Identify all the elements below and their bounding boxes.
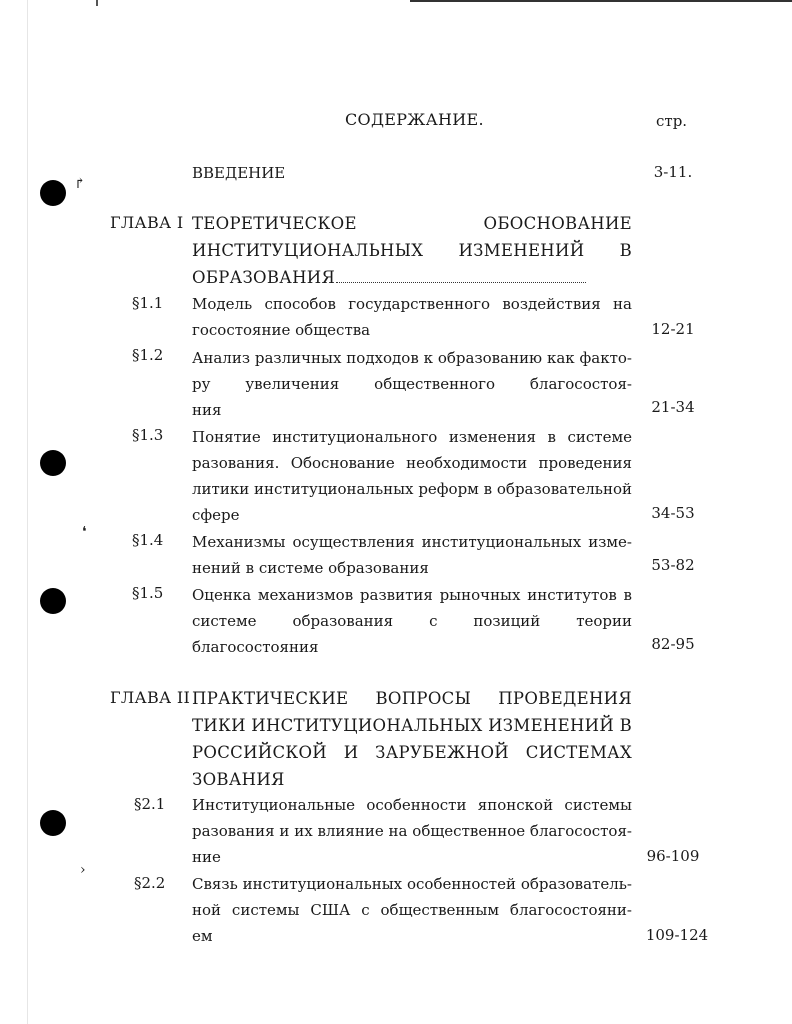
section-number: §2.2 — [134, 874, 166, 892]
section-number: §1.3 — [132, 426, 164, 444]
toc-entry[interactable]: Механизмы осуществления институциональных изме- нений в системе образования — [192, 533, 632, 577]
page-title: СОДЕРЖАНИЕ. — [345, 110, 484, 129]
punch-hole — [40, 810, 66, 836]
entry-pages: 3-11. — [653, 163, 693, 181]
chapter-title[interactable]: ТЕОРЕТИЧЕСКОЕ ОБОСНОВАНИЕ ИНСТИТУЦИОНАЛЬНЫХ ИЗМЕНЕНИЙ В ОБРАЗОВАНИЯ — [192, 214, 632, 287]
punch-hole — [40, 450, 66, 476]
page-edge — [27, 0, 28, 1024]
section-number: §1.5 — [132, 584, 164, 602]
scan-speck: › — [80, 862, 86, 878]
section-number: §2.1 — [134, 795, 166, 813]
punch-hole — [40, 180, 66, 206]
entry-pages: 96-109 — [646, 847, 700, 865]
punch-hole — [40, 588, 66, 614]
chapter-label: ГЛАВА I — [110, 213, 184, 232]
entry-title: ВВЕДЕНИЕ — [192, 164, 286, 182]
toc-entry[interactable]: Институциональные особенности японской системы разования и их влияние на общественное благосостоя- ние — [192, 796, 632, 866]
scan-speck: ↱ — [74, 176, 86, 192]
entry-pages: 53-82 — [651, 556, 695, 574]
dot-leader — [336, 282, 586, 283]
pages-column-header: стр. — [656, 112, 688, 130]
toc-entry[interactable]: Оценка механизмов развития рыночных институтов в системе образования с позиций теории благосостояния — [192, 586, 632, 656]
toc-entry[interactable]: Модель способов государственного воздействия на госостояние общества — [192, 295, 632, 339]
scan-border-line — [410, 0, 792, 2]
chapter-title[interactable]: ПРАКТИЧЕСКИЕ ВОПРОСЫ ПРОВЕДЕНИЯ ТИКИ ИНСТИТУЦИОНАЛЬНЫХ ИЗМЕНЕНИЙ В РОССИЙСКОЙ И ЗАРУБЕЖНОЙ СИСТЕМАХ ЗОВАНИЯ — [192, 689, 632, 789]
entry-pages: 21-34 — [651, 398, 695, 416]
toc-entry[interactable]: Понятие институционального изменения в системе разования. Обоснование необходимости проведения литики институциональных реформ в образовательной сфере — [192, 428, 632, 524]
entry-pages: 82-95 — [651, 635, 695, 653]
scan-speck: ❛ — [82, 524, 87, 540]
chapter-label: ГЛАВА II — [110, 688, 191, 707]
scan-tick-mark — [96, 0, 98, 6]
toc-entry-intro[interactable] — [192, 160, 632, 186]
section-number: §1.1 — [132, 294, 164, 312]
entry-pages: 34-53 — [651, 504, 695, 522]
section-number: §1.2 — [132, 346, 164, 364]
entry-pages: 109-124 — [645, 926, 709, 944]
section-number: §1.4 — [132, 531, 164, 549]
toc-entry[interactable]: Анализ различных подходов к образованию как факто- ру увеличения общественного благосостоя- ния — [192, 349, 632, 419]
toc-entry[interactable]: Связь институциональных особенностей образователь- ной системы США с общественным благосостояни- ем — [192, 875, 632, 945]
entry-pages: 12-21 — [651, 320, 695, 338]
